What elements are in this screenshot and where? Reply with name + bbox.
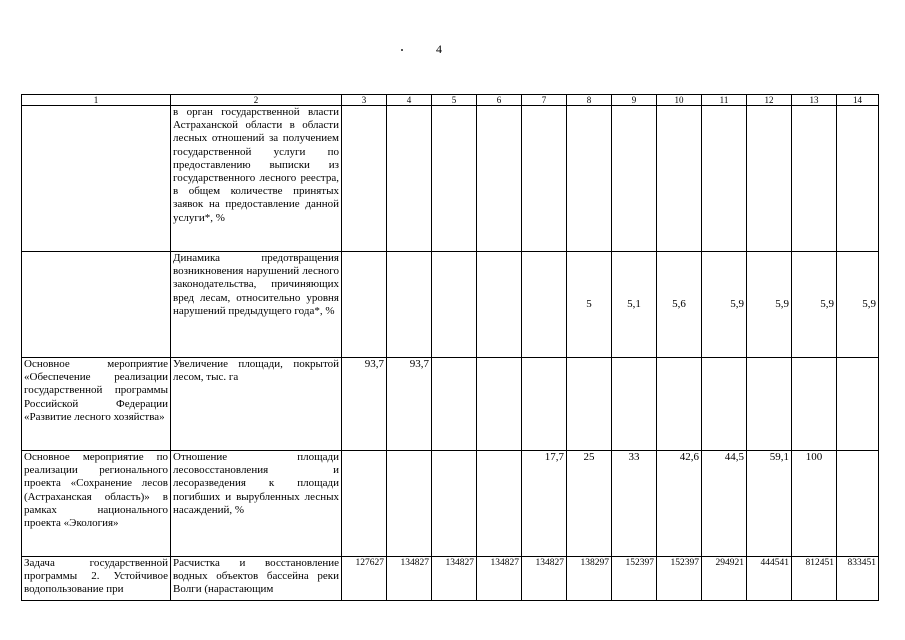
value-cell (432, 358, 477, 451)
value-cell (342, 451, 387, 557)
page-number: 4 (436, 42, 442, 56)
value-cell: 5,9 (747, 252, 792, 358)
activity-cell: Основное мероприятие «Обеспечение реализации государственной программы Российской Федерации «Развитие лесного хозяйства» (22, 358, 171, 451)
value-cell: 294921 (702, 557, 747, 601)
value-cell: 5,9 (792, 252, 837, 358)
value-cell: 152397 (612, 557, 657, 601)
value-cell (342, 106, 387, 252)
value-cell (702, 358, 747, 451)
value-cell (837, 358, 879, 451)
value-cell: 33 (612, 451, 657, 557)
value-cell: 93,7 (342, 358, 387, 451)
column-number-row (22, 95, 879, 106)
indicator-cell: в орган государственной власти Астраханской области в области лесных отношений за получением государственной услуги по предоставлению выписки из государственного лесного реестра, в общем количестве принятых заявок на предоставление данной услуги*, % (171, 106, 342, 252)
column-header: 12 (747, 95, 792, 106)
scan-speck (401, 49, 403, 51)
activity-cell: Основное мероприятие по реализации регионального проекта «Сохранение лесов (Астраханская область)» в рамках национального проекта «Экология» (22, 451, 171, 557)
value-cell (702, 106, 747, 252)
value-cell: 42,6 (657, 451, 702, 557)
column-header: 8 (567, 95, 612, 106)
column-header: 13 (792, 95, 837, 106)
table-row (22, 106, 879, 252)
value-cell (342, 252, 387, 358)
value-cell (567, 106, 612, 252)
column-header: 5 (432, 95, 477, 106)
indicators-table (21, 94, 879, 601)
value-cell: 134827 (522, 557, 567, 601)
value-cell (792, 106, 837, 252)
value-cell: 5,1 (612, 252, 657, 358)
activity-cell (22, 106, 171, 252)
value-cell (387, 252, 432, 358)
value-cell (567, 358, 612, 451)
value-cell: 833451 (837, 557, 879, 601)
indicator-cell: Расчистка и восстановление водных объектов бассейна реки Волги (нарастающим (171, 557, 342, 601)
value-cell (477, 252, 522, 358)
value-cell (387, 451, 432, 557)
column-header: 9 (612, 95, 657, 106)
value-cell (657, 358, 702, 451)
value-cell: 93,7 (387, 358, 432, 451)
column-header: 11 (702, 95, 747, 106)
column-header: 6 (477, 95, 522, 106)
value-cell (837, 451, 879, 557)
value-cell (657, 106, 702, 252)
value-cell: 812451 (792, 557, 837, 601)
value-cell: 5,6 (657, 252, 702, 358)
activity-cell (22, 252, 171, 358)
table-row (22, 358, 879, 451)
indicator-cell: Динамика предотвращения возникновения нарушений лесного законодательства, причиняющих вред лесам, относительно уровня нарушений предыдущего года*, % (171, 252, 342, 358)
column-header: 3 (342, 95, 387, 106)
value-cell: 25 (567, 451, 612, 557)
table-row (22, 451, 879, 557)
value-cell (837, 106, 879, 252)
value-cell (432, 252, 477, 358)
value-cell: 17,7 (522, 451, 567, 557)
value-cell: 5 (567, 252, 612, 358)
column-header: 7 (522, 95, 567, 106)
value-cell: 59,1 (747, 451, 792, 557)
column-header: 14 (837, 95, 879, 106)
column-header: 1 (22, 95, 171, 106)
value-cell (477, 451, 522, 557)
value-cell (477, 106, 522, 252)
indicator-cell: Увеличение площади, покрытой лесом, тыс. га (171, 358, 342, 451)
column-header: 2 (171, 95, 342, 106)
table-row (22, 252, 879, 358)
value-cell: 127627 (342, 557, 387, 601)
value-cell: 152397 (657, 557, 702, 601)
value-cell (477, 358, 522, 451)
value-cell (522, 252, 567, 358)
value-cell (522, 106, 567, 252)
value-cell (432, 451, 477, 557)
value-cell: 134827 (477, 557, 522, 601)
value-cell (747, 106, 792, 252)
value-cell (522, 358, 567, 451)
value-cell (387, 106, 432, 252)
value-cell: 44,5 (702, 451, 747, 557)
value-cell: 444541 (747, 557, 792, 601)
value-cell (792, 358, 837, 451)
value-cell: 138297 (567, 557, 612, 601)
value-cell: 134827 (432, 557, 477, 601)
table-row (22, 557, 879, 601)
value-cell (612, 106, 657, 252)
value-cell: 134827 (387, 557, 432, 601)
column-header: 10 (657, 95, 702, 106)
value-cell: 5,9 (702, 252, 747, 358)
indicator-cell: Отношение площади лесовосстановления и лесоразведения к площади погибших и вырубленных лесных насаждений, % (171, 451, 342, 557)
value-cell: 5,9 (837, 252, 879, 358)
value-cell: 100 (792, 451, 837, 557)
value-cell (612, 358, 657, 451)
value-cell (432, 106, 477, 252)
column-header: 4 (387, 95, 432, 106)
activity-cell: Задача государственной программы 2. Устойчивое водопользование при (22, 557, 171, 601)
value-cell (747, 358, 792, 451)
